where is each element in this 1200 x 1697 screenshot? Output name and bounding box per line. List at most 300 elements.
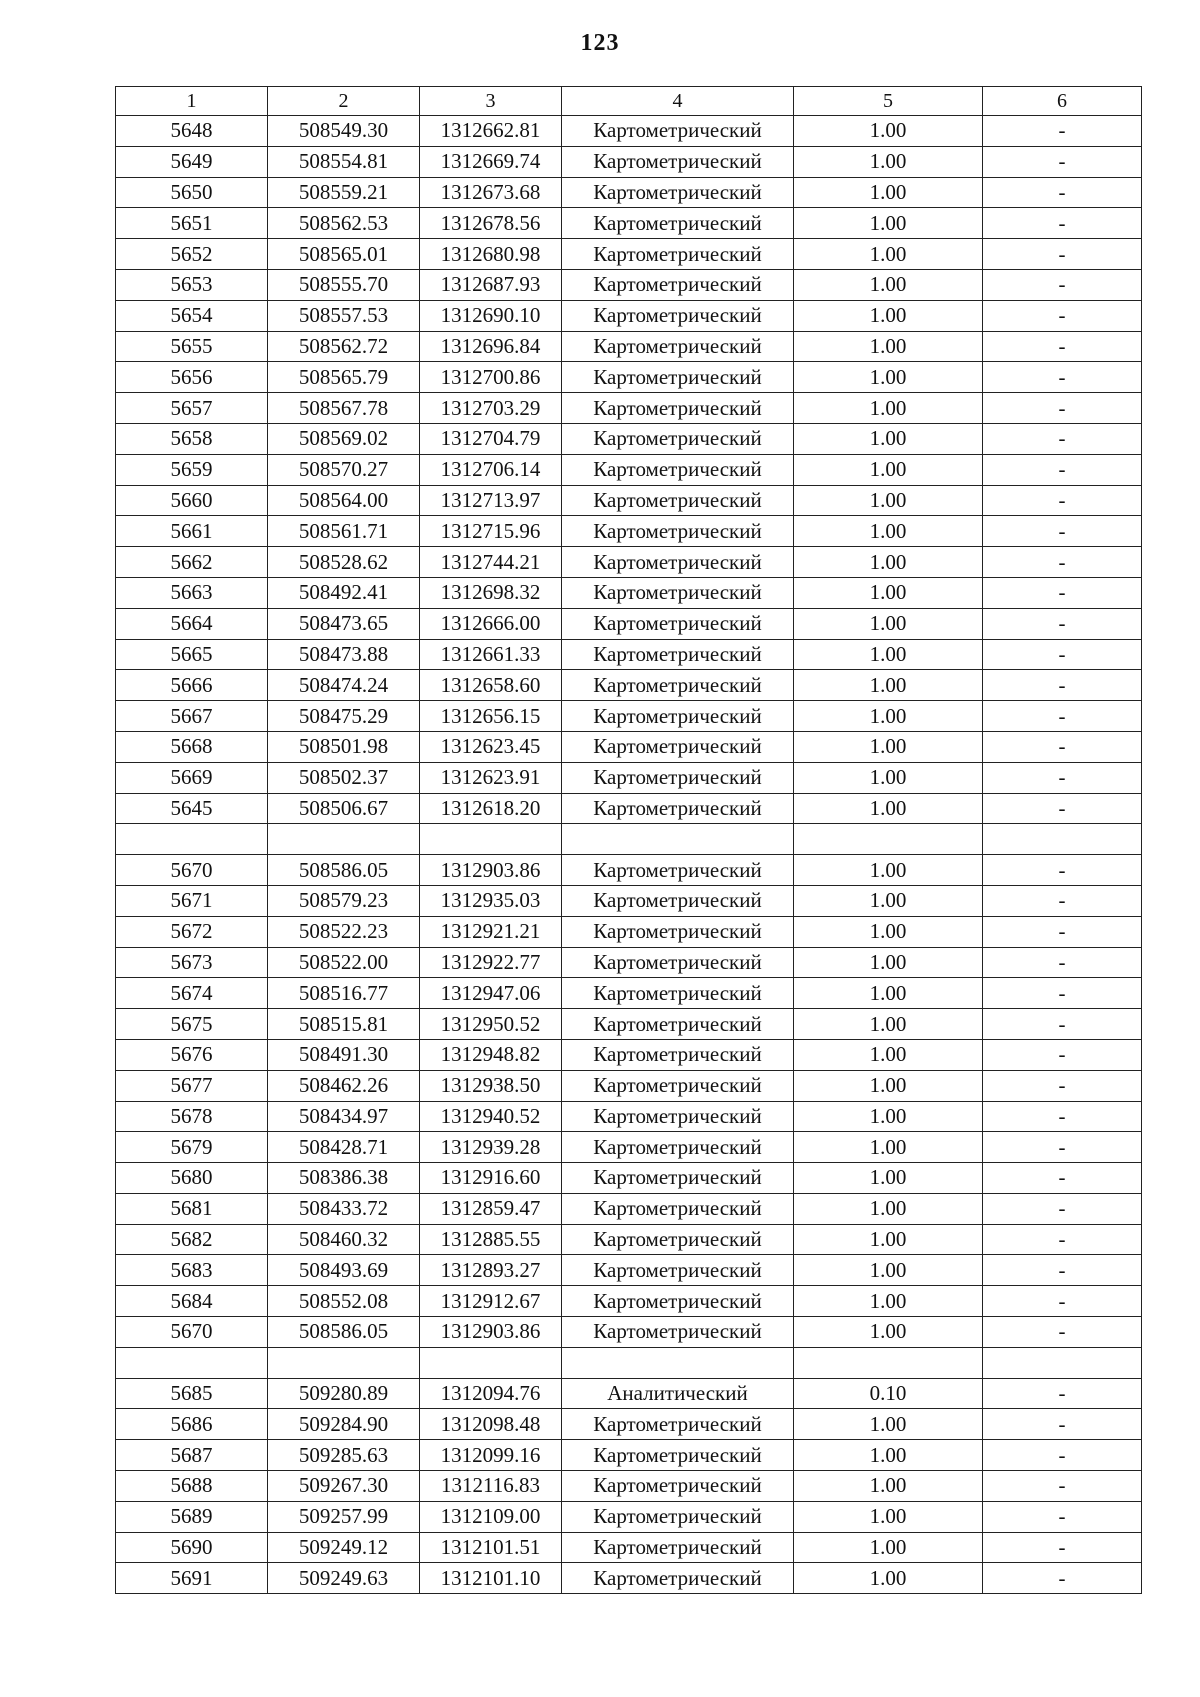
table-row (116, 423, 1142, 454)
x-coordinate-cell: 509267.30 (268, 1471, 420, 1502)
note-cell: - (983, 1255, 1142, 1286)
point-number-cell: 5671 (116, 885, 268, 916)
x-coordinate-cell: 508493.69 (268, 1255, 420, 1286)
point-number-cell: 5670 (116, 855, 268, 886)
x-coordinate-cell: 508552.08 (268, 1286, 420, 1317)
y-coordinate-cell: 1312912.67 (420, 1286, 562, 1317)
point-number-cell: 5669 (116, 762, 268, 793)
x-coordinate-cell: 508565.01 (268, 239, 420, 270)
accuracy-cell: 1.00 (794, 577, 983, 608)
column-header: 2 (268, 87, 420, 116)
accuracy-cell: 1.00 (794, 916, 983, 947)
point-number-cell: 5667 (116, 701, 268, 732)
x-coordinate-cell: 508501.98 (268, 731, 420, 762)
method-cell: Картометрический (562, 1440, 794, 1471)
point-number-cell: 5662 (116, 547, 268, 578)
table-row (116, 485, 1142, 516)
column-header: 5 (794, 87, 983, 116)
point-number-cell: 5675 (116, 1009, 268, 1040)
x-coordinate-cell: 508579.23 (268, 885, 420, 916)
accuracy-cell: 1.00 (794, 393, 983, 424)
x-coordinate-cell: 508462.26 (268, 1070, 420, 1101)
table-row (116, 1039, 1142, 1070)
point-number-cell: 5688 (116, 1471, 268, 1502)
y-coordinate-cell: 1312922.77 (420, 947, 562, 978)
note-cell: - (983, 269, 1142, 300)
method-cell: Картометрический (562, 1039, 794, 1070)
x-coordinate-cell: 508562.53 (268, 208, 420, 239)
point-number-cell: 5666 (116, 670, 268, 701)
x-coordinate-cell: 509257.99 (268, 1501, 420, 1532)
table-row (116, 1317, 1142, 1348)
table-row (116, 885, 1142, 916)
accuracy-cell: 1.00 (794, 1224, 983, 1255)
method-cell: Картометрический (562, 1101, 794, 1132)
accuracy-cell: 1.00 (794, 423, 983, 454)
note-cell: - (983, 1563, 1142, 1594)
point-number-cell: 5691 (116, 1563, 268, 1594)
table-row (116, 454, 1142, 485)
method-cell: Картометрический (562, 547, 794, 578)
x-coordinate-cell: 508559.21 (268, 177, 420, 208)
method-cell: Картометрический (562, 916, 794, 947)
method-cell: Картометрический (562, 177, 794, 208)
point-number-cell: 5657 (116, 393, 268, 424)
separator-row (116, 824, 1142, 855)
method-cell: Картометрический (562, 116, 794, 147)
point-number-cell: 5645 (116, 793, 268, 824)
point-number-cell: 5674 (116, 978, 268, 1009)
accuracy-cell (794, 1347, 983, 1378)
point-number-cell: 5656 (116, 362, 268, 393)
y-coordinate-cell: 1312715.96 (420, 516, 562, 547)
method-cell: Картометрический (562, 269, 794, 300)
x-coordinate-cell: 508522.00 (268, 947, 420, 978)
x-coordinate-cell: 508386.38 (268, 1163, 420, 1194)
table-row (116, 1163, 1142, 1194)
y-coordinate-cell: 1312903.86 (420, 1317, 562, 1348)
y-coordinate-cell: 1312098.48 (420, 1409, 562, 1440)
accuracy-cell: 1.00 (794, 1409, 983, 1440)
method-cell: Картометрический (562, 670, 794, 701)
y-coordinate-cell: 1312704.79 (420, 423, 562, 454)
y-coordinate-cell: 1312623.91 (420, 762, 562, 793)
column-header: 6 (983, 87, 1142, 116)
x-coordinate-cell: 509285.63 (268, 1440, 420, 1471)
x-coordinate-cell: 508549.30 (268, 116, 420, 147)
accuracy-cell: 1.00 (794, 1317, 983, 1348)
method-cell: Картометрический (562, 1532, 794, 1563)
x-coordinate-cell: 508473.65 (268, 608, 420, 639)
method-cell: Картометрический (562, 731, 794, 762)
point-number-cell: 5670 (116, 1317, 268, 1348)
method-cell: Картометрический (562, 793, 794, 824)
point-number-cell: 5679 (116, 1132, 268, 1163)
note-cell: - (983, 577, 1142, 608)
point-number-cell: 5686 (116, 1409, 268, 1440)
x-coordinate-cell: 508475.29 (268, 701, 420, 732)
y-coordinate-cell: 1312903.86 (420, 855, 562, 886)
note-cell (983, 824, 1142, 855)
y-coordinate-cell: 1312713.97 (420, 485, 562, 516)
accuracy-cell: 1.00 (794, 1193, 983, 1224)
column-header: 4 (562, 87, 794, 116)
note-cell: - (983, 701, 1142, 732)
method-cell: Картометрический (562, 701, 794, 732)
y-coordinate-cell: 1312921.21 (420, 916, 562, 947)
note-cell: - (983, 1286, 1142, 1317)
y-coordinate-cell: 1312916.60 (420, 1163, 562, 1194)
note-cell: - (983, 1471, 1142, 1502)
point-number-cell: 5655 (116, 331, 268, 362)
note-cell: - (983, 547, 1142, 578)
y-coordinate-cell: 1312939.28 (420, 1132, 562, 1163)
note-cell: - (983, 1070, 1142, 1101)
table-row (116, 1563, 1142, 1594)
note-cell: - (983, 177, 1142, 208)
accuracy-cell: 1.00 (794, 608, 983, 639)
x-coordinate-cell: 508528.62 (268, 547, 420, 578)
method-cell: Картометрический (562, 978, 794, 1009)
accuracy-cell: 1.00 (794, 1070, 983, 1101)
note-cell: - (983, 1163, 1142, 1194)
point-number-cell: 5664 (116, 608, 268, 639)
point-number-cell: 5681 (116, 1193, 268, 1224)
y-coordinate-cell: 1312094.76 (420, 1378, 562, 1409)
table-row (116, 362, 1142, 393)
x-coordinate-cell: 508567.78 (268, 393, 420, 424)
y-coordinate-cell: 1312893.27 (420, 1255, 562, 1286)
accuracy-cell: 1.00 (794, 454, 983, 485)
accuracy-cell: 1.00 (794, 300, 983, 331)
method-cell (562, 1347, 794, 1378)
method-cell: Картометрический (562, 331, 794, 362)
accuracy-cell: 1.00 (794, 731, 983, 762)
table-row (116, 639, 1142, 670)
x-coordinate-cell: 508557.53 (268, 300, 420, 331)
column-header: 1 (116, 87, 268, 116)
method-cell: Картометрический (562, 146, 794, 177)
method-cell: Картометрический (562, 762, 794, 793)
x-coordinate-cell: 508434.97 (268, 1101, 420, 1132)
accuracy-cell: 1.00 (794, 978, 983, 1009)
note-cell: - (983, 793, 1142, 824)
method-cell: Картометрический (562, 1224, 794, 1255)
note-cell: - (983, 146, 1142, 177)
y-coordinate-cell: 1312109.00 (420, 1501, 562, 1532)
accuracy-cell: 1.00 (794, 146, 983, 177)
method-cell: Картометрический (562, 1193, 794, 1224)
table-row (116, 331, 1142, 362)
point-number-cell: 5654 (116, 300, 268, 331)
method-cell (562, 824, 794, 855)
table-row (116, 762, 1142, 793)
table-row (116, 1224, 1142, 1255)
method-cell: Картометрический (562, 516, 794, 547)
accuracy-cell: 1.00 (794, 1501, 983, 1532)
y-coordinate-cell: 1312938.50 (420, 1070, 562, 1101)
table-row (116, 1193, 1142, 1224)
x-coordinate-cell: 508516.77 (268, 978, 420, 1009)
note-cell: - (983, 454, 1142, 485)
method-cell: Картометрический (562, 208, 794, 239)
table-row (116, 916, 1142, 947)
x-coordinate-cell: 509280.89 (268, 1378, 420, 1409)
method-cell: Картометрический (562, 1255, 794, 1286)
x-coordinate-cell: 508473.88 (268, 639, 420, 670)
y-coordinate-cell: 1312623.45 (420, 731, 562, 762)
accuracy-cell: 1.00 (794, 885, 983, 916)
point-number-cell: 5665 (116, 639, 268, 670)
accuracy-cell: 1.00 (794, 1132, 983, 1163)
table-header-row (116, 87, 1142, 116)
point-number-cell: 5668 (116, 731, 268, 762)
table-row (116, 1501, 1142, 1532)
table-row (116, 1532, 1142, 1563)
y-coordinate-cell: 1312947.06 (420, 978, 562, 1009)
y-coordinate-cell: 1312116.83 (420, 1471, 562, 1502)
note-cell: - (983, 1009, 1142, 1040)
accuracy-cell: 1.00 (794, 1471, 983, 1502)
y-coordinate-cell: 1312690.10 (420, 300, 562, 331)
method-cell: Картометрический (562, 855, 794, 886)
point-number-cell: 5680 (116, 1163, 268, 1194)
accuracy-cell: 1.00 (794, 793, 983, 824)
point-number-cell: 5689 (116, 1501, 268, 1532)
x-coordinate-cell: 509284.90 (268, 1409, 420, 1440)
x-coordinate-cell: 508428.71 (268, 1132, 420, 1163)
y-coordinate-cell: 1312948.82 (420, 1039, 562, 1070)
y-coordinate-cell: 1312706.14 (420, 454, 562, 485)
note-cell: - (983, 116, 1142, 147)
method-cell: Картометрический (562, 639, 794, 670)
method-cell: Картометрический (562, 300, 794, 331)
point-number-cell: 5685 (116, 1378, 268, 1409)
y-coordinate-cell (420, 824, 562, 855)
method-cell: Картометрический (562, 239, 794, 270)
y-coordinate-cell: 1312662.81 (420, 116, 562, 147)
accuracy-cell: 1.00 (794, 639, 983, 670)
method-cell: Картометрический (562, 454, 794, 485)
accuracy-cell: 1.00 (794, 855, 983, 886)
table-row (116, 146, 1142, 177)
method-cell: Картометрический (562, 1286, 794, 1317)
note-cell: - (983, 1193, 1142, 1224)
x-coordinate-cell: 508433.72 (268, 1193, 420, 1224)
note-cell: - (983, 885, 1142, 916)
y-coordinate-cell (420, 1347, 562, 1378)
point-number-cell (116, 1347, 268, 1378)
y-coordinate-cell: 1312859.47 (420, 1193, 562, 1224)
method-cell: Картометрический (562, 423, 794, 454)
table-row (116, 516, 1142, 547)
table-row (116, 1378, 1142, 1409)
accuracy-cell: 1.00 (794, 239, 983, 270)
note-cell: - (983, 1532, 1142, 1563)
point-number-cell (116, 824, 268, 855)
accuracy-cell: 1.00 (794, 269, 983, 300)
x-coordinate-cell: 508586.05 (268, 1317, 420, 1348)
table-row (116, 177, 1142, 208)
y-coordinate-cell: 1312099.16 (420, 1440, 562, 1471)
accuracy-cell: 1.00 (794, 762, 983, 793)
accuracy-cell: 1.00 (794, 485, 983, 516)
x-coordinate-cell: 508474.24 (268, 670, 420, 701)
x-coordinate-cell: 508515.81 (268, 1009, 420, 1040)
note-cell: - (983, 1501, 1142, 1532)
method-cell: Картометрический (562, 393, 794, 424)
method-cell: Картометрический (562, 1501, 794, 1532)
point-number-cell: 5687 (116, 1440, 268, 1471)
y-coordinate-cell: 1312656.15 (420, 701, 562, 732)
x-coordinate-cell: 509249.12 (268, 1532, 420, 1563)
method-cell: Картометрический (562, 485, 794, 516)
y-coordinate-cell: 1312935.03 (420, 885, 562, 916)
method-cell: Картометрический (562, 362, 794, 393)
table-row (116, 1070, 1142, 1101)
point-number-cell: 5653 (116, 269, 268, 300)
note-cell: - (983, 639, 1142, 670)
note-cell: - (983, 362, 1142, 393)
table-row (116, 855, 1142, 886)
method-cell: Картометрический (562, 885, 794, 916)
table-row (116, 1009, 1142, 1040)
x-coordinate-cell (268, 1347, 420, 1378)
table-row (116, 731, 1142, 762)
method-cell: Картометрический (562, 1409, 794, 1440)
method-cell: Картометрический (562, 1163, 794, 1194)
method-cell: Картометрический (562, 1563, 794, 1594)
accuracy-cell: 1.00 (794, 362, 983, 393)
table-row (116, 1255, 1142, 1286)
y-coordinate-cell: 1312678.56 (420, 208, 562, 239)
point-number-cell: 5676 (116, 1039, 268, 1070)
accuracy-cell: 1.00 (794, 331, 983, 362)
x-coordinate-cell: 508565.79 (268, 362, 420, 393)
x-coordinate-cell: 508564.00 (268, 485, 420, 516)
y-coordinate-cell: 1312698.32 (420, 577, 562, 608)
accuracy-cell: 1.00 (794, 177, 983, 208)
point-number-cell: 5649 (116, 146, 268, 177)
y-coordinate-cell: 1312658.60 (420, 670, 562, 701)
point-number-cell: 5661 (116, 516, 268, 547)
note-cell: - (983, 1440, 1142, 1471)
method-cell: Картометрический (562, 577, 794, 608)
y-coordinate-cell: 1312696.84 (420, 331, 562, 362)
separator-row (116, 1347, 1142, 1378)
accuracy-cell: 1.00 (794, 1101, 983, 1132)
x-coordinate-cell (268, 824, 420, 855)
note-cell: - (983, 1039, 1142, 1070)
note-cell: - (983, 608, 1142, 639)
accuracy-cell: 1.00 (794, 1009, 983, 1040)
note-cell: - (983, 670, 1142, 701)
accuracy-cell: 0.10 (794, 1378, 983, 1409)
point-number-cell: 5682 (116, 1224, 268, 1255)
table-row (116, 1286, 1142, 1317)
coordinates-table (115, 86, 1142, 1594)
accuracy-cell: 1.00 (794, 1039, 983, 1070)
x-coordinate-cell: 508522.23 (268, 916, 420, 947)
table-row (116, 1132, 1142, 1163)
table-body (116, 87, 1142, 1594)
x-coordinate-cell: 508562.72 (268, 331, 420, 362)
y-coordinate-cell: 1312101.51 (420, 1532, 562, 1563)
table-row (116, 393, 1142, 424)
x-coordinate-cell: 508506.67 (268, 793, 420, 824)
point-number-cell: 5658 (116, 423, 268, 454)
x-coordinate-cell: 508554.81 (268, 146, 420, 177)
accuracy-cell: 1.00 (794, 1563, 983, 1594)
table-row (116, 577, 1142, 608)
method-cell: Картометрический (562, 1317, 794, 1348)
table-row (116, 793, 1142, 824)
table-row (116, 208, 1142, 239)
method-cell: Аналитический (562, 1378, 794, 1409)
x-coordinate-cell: 508460.32 (268, 1224, 420, 1255)
x-coordinate-cell: 508492.41 (268, 577, 420, 608)
method-cell: Картометрический (562, 1471, 794, 1502)
accuracy-cell: 1.00 (794, 1286, 983, 1317)
point-number-cell: 5683 (116, 1255, 268, 1286)
point-number-cell: 5678 (116, 1101, 268, 1132)
note-cell (983, 1347, 1142, 1378)
table-row (116, 1471, 1142, 1502)
table-row (116, 1101, 1142, 1132)
column-header: 3 (420, 87, 562, 116)
note-cell: - (983, 423, 1142, 454)
y-coordinate-cell: 1312680.98 (420, 239, 562, 270)
point-number-cell: 5651 (116, 208, 268, 239)
y-coordinate-cell: 1312885.55 (420, 1224, 562, 1255)
page-number: 123 (580, 30, 620, 56)
point-number-cell: 5660 (116, 485, 268, 516)
x-coordinate-cell: 509249.63 (268, 1563, 420, 1594)
table-row (116, 947, 1142, 978)
table-row (116, 701, 1142, 732)
note-cell: - (983, 1409, 1142, 1440)
table-row (116, 547, 1142, 578)
point-number-cell: 5677 (116, 1070, 268, 1101)
y-coordinate-cell: 1312700.86 (420, 362, 562, 393)
method-cell: Картометрический (562, 1070, 794, 1101)
note-cell: - (983, 1101, 1142, 1132)
note-cell: - (983, 855, 1142, 886)
table-row (116, 1440, 1142, 1471)
x-coordinate-cell: 508502.37 (268, 762, 420, 793)
point-number-cell: 5663 (116, 577, 268, 608)
note-cell: - (983, 300, 1142, 331)
y-coordinate-cell: 1312673.68 (420, 177, 562, 208)
note-cell: - (983, 208, 1142, 239)
note-cell: - (983, 762, 1142, 793)
note-cell: - (983, 516, 1142, 547)
y-coordinate-cell: 1312669.74 (420, 146, 562, 177)
accuracy-cell: 1.00 (794, 516, 983, 547)
accuracy-cell: 1.00 (794, 1440, 983, 1471)
x-coordinate-cell: 508569.02 (268, 423, 420, 454)
note-cell: - (983, 1132, 1142, 1163)
y-coordinate-cell: 1312950.52 (420, 1009, 562, 1040)
table-row (116, 269, 1142, 300)
note-cell: - (983, 978, 1142, 1009)
y-coordinate-cell: 1312666.00 (420, 608, 562, 639)
y-coordinate-cell: 1312744.21 (420, 547, 562, 578)
point-number-cell: 5659 (116, 454, 268, 485)
accuracy-cell: 1.00 (794, 670, 983, 701)
table-row (116, 239, 1142, 270)
x-coordinate-cell: 508561.71 (268, 516, 420, 547)
